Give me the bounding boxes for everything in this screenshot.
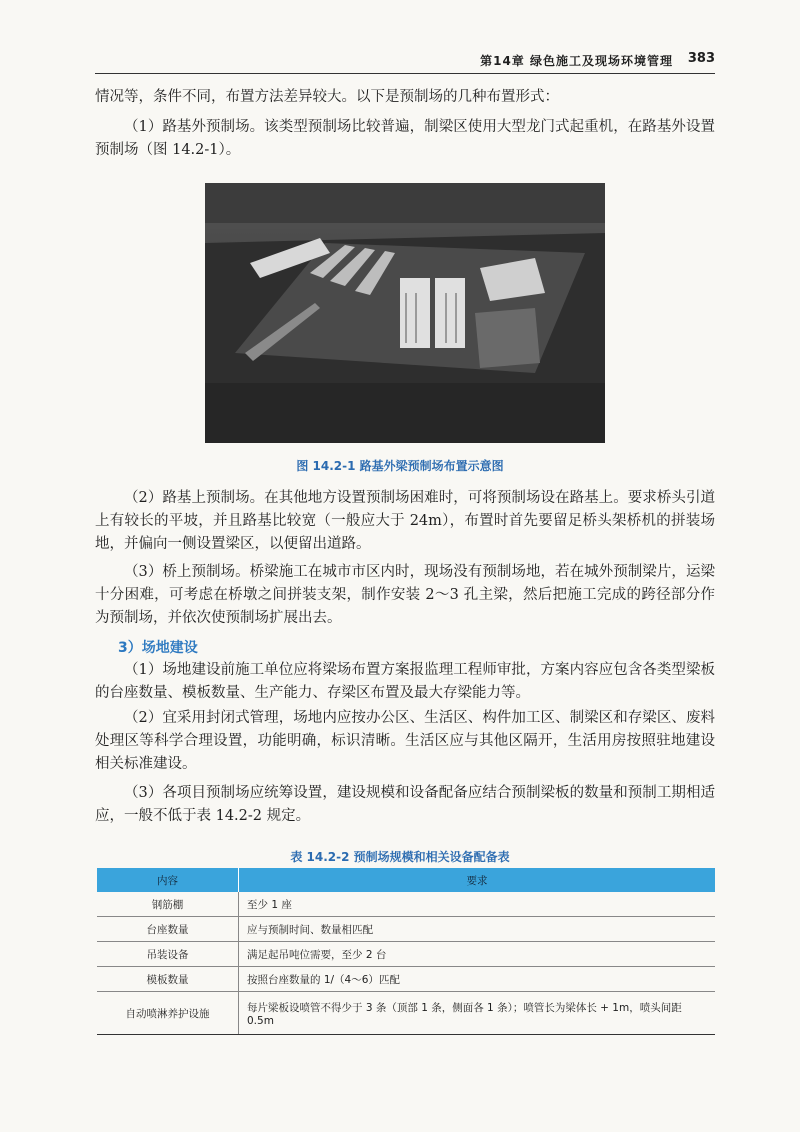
table-cell-requirement: 至少 1 座 bbox=[239, 892, 716, 917]
section-heading: 3）场地建设 bbox=[118, 640, 198, 656]
table-header-content: 内容 bbox=[97, 868, 239, 892]
table-cell-content: 台座数量 bbox=[97, 917, 239, 942]
section3-item-1: （1）场地建设前施工单位应将梁场布置方案报监理工程师审批，方案内容应包含各类型梁板的台座数量、模板数量、生产能力、存梁区布置及最大存梁能力等。 bbox=[95, 662, 715, 701]
table-cell-content: 钢筋棚 bbox=[97, 892, 239, 917]
table-cell-requirement: 每片梁板设喷管不得少于 3 条（顶部 1 条，侧面各 1 条）；喷管长为梁体长 + 1m，喷头间距 0.5m bbox=[239, 992, 716, 1035]
table-row bbox=[97, 892, 715, 917]
table-title: 表 14.2-2 预制场规模和相关设备配备表 bbox=[290, 850, 510, 864]
precast-yard-photo bbox=[205, 183, 605, 443]
section3-item-2: （2）宜采用封闭式管理，场地内应按办公区、生活区、构件加工区、制梁区和存梁区、废料处理区等科学合理设置，功能明确，标识清晰。生活区应与其他区隔开，生活用房按照驻地建设相关标准建设。 bbox=[95, 710, 715, 772]
table-header-requirement: 要求 bbox=[239, 868, 716, 892]
table-cell-content: 吊装设备 bbox=[97, 942, 239, 967]
item-3-paragraph: （3）桥上预制场。桥梁施工在城市市区内时，现场没有预制场地，若在城外预制梁片，运梁十分困难，可考虑在桥墩之间拼装支架，制作安装 2～3 孔主梁，然后把施工完成的跨径部分作为预制场，并依次使预制场扩展出去。 bbox=[95, 564, 715, 626]
table-header-row bbox=[97, 868, 715, 892]
page-header bbox=[95, 48, 715, 76]
table-row bbox=[97, 967, 715, 992]
section3-item-3: （3）各项目预制场应统筹设置，建设规模和设备配备应结合预制梁板的数量和预制工期相适应，一般不低于表 14.2-2 规定。 bbox=[95, 785, 715, 824]
table-row bbox=[97, 992, 715, 1035]
equipment-table bbox=[97, 868, 715, 1035]
intro-paragraph: 情况等，条件不同，布置方法差异较大。以下是预制场的几种布置形式： bbox=[95, 89, 559, 105]
table-cell-requirement: 按照台座数量的 1/（4～6）匹配 bbox=[239, 967, 716, 992]
aerial-photo-illustration bbox=[205, 183, 605, 443]
page-number: 383 bbox=[687, 51, 715, 66]
item-1-paragraph: （1）路基外预制场。该类型预制场比较普遍，制梁区使用大型龙门式起重机，在路基外设置预制场（图 14.2-1）。 bbox=[95, 119, 715, 158]
table-row bbox=[97, 942, 715, 967]
table-cell-content: 自动喷淋养护设施 bbox=[97, 992, 239, 1035]
header-rule bbox=[95, 73, 715, 74]
table-cell-requirement: 应与预制时间、数量相匹配 bbox=[239, 917, 716, 942]
table-cell-requirement: 满足起吊吨位需要，至少 2 台 bbox=[239, 942, 716, 967]
table-row bbox=[97, 917, 715, 942]
chapter-title: 第14章 绿色施工及现场环境管理 bbox=[480, 54, 673, 68]
figure-caption: 图 14.2-1 路基外梁预制场布置示意图 bbox=[296, 459, 504, 473]
table-cell-content: 模板数量 bbox=[97, 967, 239, 992]
item-2-paragraph: （2）路基上预制场。在其他地方设置预制场困难时，可将预制场设在路基上。要求桥头引道上有较长的平坡，并且路基比较宽（一般应大于 24m），布置时首先要留足桥头架桥机的拼装场地，并偏向一侧设置梁区，以便留出道路。 bbox=[95, 490, 715, 552]
